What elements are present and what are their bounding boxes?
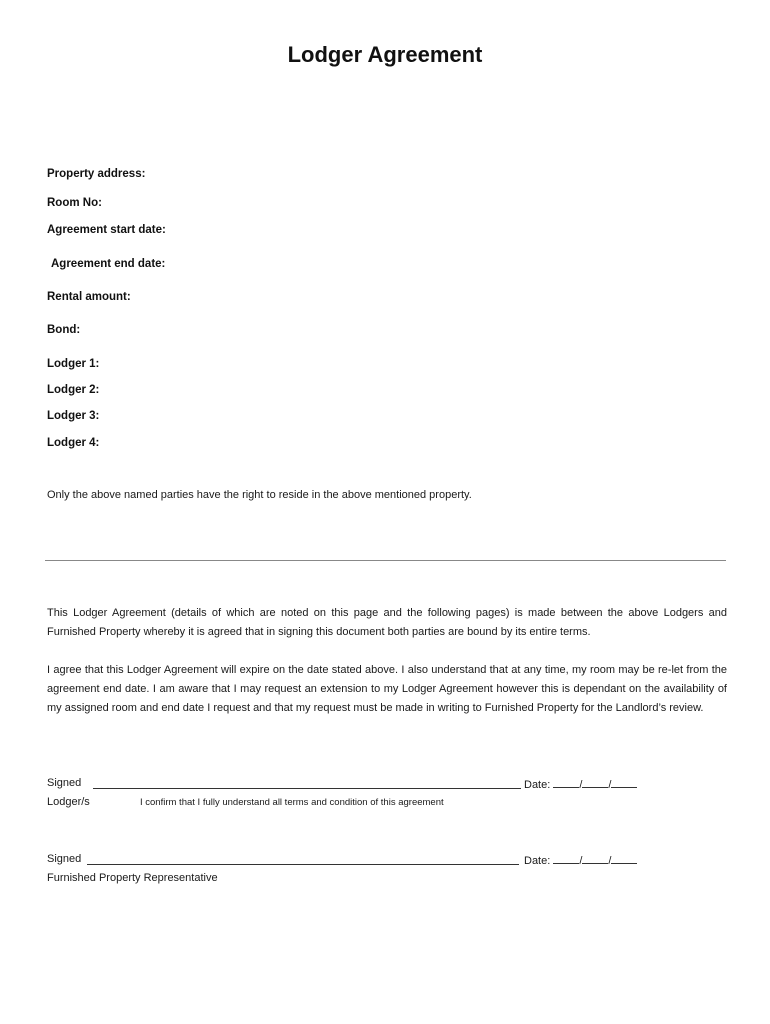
representative-signed-label: Signed: [47, 853, 82, 865]
field-agreement-start-date: Agreement start date:: [47, 224, 166, 236]
lodger-role-label: Lodger/s: [47, 796, 90, 808]
section-divider: [45, 560, 726, 561]
representative-date-day-blank[interactable]: [553, 853, 579, 864]
representative-date-label: Date:: [524, 855, 551, 867]
field-lodger-2: Lodger 2:: [47, 384, 100, 396]
field-property-address: Property address:: [47, 168, 146, 180]
field-room-no: Room No:: [47, 197, 102, 209]
lodger-confirmation-text: I confirm that I fully understand all terms and condition of this agreement: [140, 797, 444, 808]
lodger-date-day-blank[interactable]: [553, 777, 579, 788]
field-lodger-4: Lodger 4:: [47, 437, 100, 449]
representative-role-label: Furnished Property Representative: [47, 872, 218, 884]
field-lodger-1: Lodger 1:: [47, 358, 100, 370]
lodger-date-field[interactable]: Date: / /: [524, 777, 637, 791]
field-bond: Bond:: [47, 324, 81, 336]
representative-date-field[interactable]: Date: / /: [524, 853, 637, 867]
representative-date-year-blank[interactable]: [611, 853, 637, 864]
field-lodger-3: Lodger 3:: [47, 410, 100, 422]
representative-signature-line[interactable]: [87, 853, 519, 865]
lodger-date-label: Date:: [524, 779, 551, 791]
agreement-paragraph-1: This Lodger Agreement (details of which are noted on this page and the following pages) is made between the above Lodgers and Furnished Property whereby it is agreed that in signing this document both parties are bound by its entire terms.: [47, 607, 727, 638]
lodger-signed-label: Signed: [47, 777, 82, 789]
lodger-date-year-blank[interactable]: [611, 777, 637, 788]
residency-note: Only the above named parties have the right to reside in the above mentioned property.: [47, 489, 472, 501]
document-title: Lodger Agreement: [287, 42, 483, 67]
lodger-signature-line[interactable]: [93, 777, 521, 789]
field-agreement-end-date: Agreement end date:: [51, 258, 166, 270]
field-rental-amount: Rental amount:: [47, 291, 131, 303]
agreement-paragraph-2: I agree that this Lodger Agreement will expire on the date stated above. I also understand that at any time, my room may be re-let from the agreement end date. I am aware that I may request an extension to my Lodger Agreement however this is dependant on the availability of my assigned room and end date I request and that my request must be made in writing to Furnished Property for the Landlord’s review.: [47, 664, 727, 714]
representative-date-month-blank[interactable]: [582, 853, 608, 864]
lodger-date-month-blank[interactable]: [582, 777, 608, 788]
